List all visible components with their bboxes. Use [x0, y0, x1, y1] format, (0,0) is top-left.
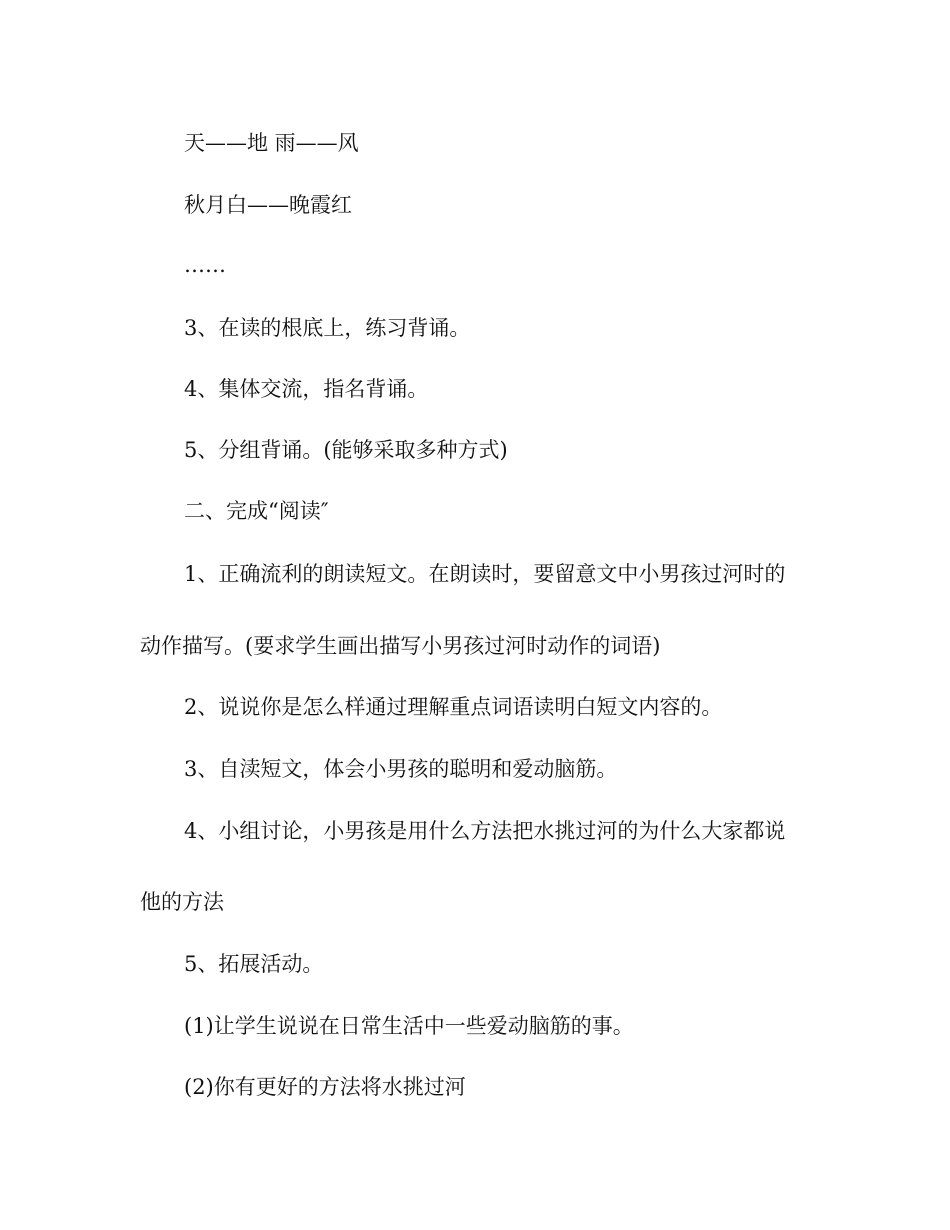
- text-line: 秋月白——晚霞红: [184, 193, 352, 217]
- text-line: 2、说说你是怎么样通过理解重点词语读明白短文内容的。: [184, 695, 723, 719]
- text-line: 动作描写。(要求学生画出描写小男孩过河时动作的词语): [140, 634, 661, 658]
- text-line: 3、自渎短文，体会小男孩的聪明和爱动脑筋。: [184, 757, 618, 781]
- section-heading: 二、完成“阅读″: [184, 499, 329, 523]
- text-line: 4、集体交流，指名背诵。: [184, 377, 429, 401]
- text-line: ……: [184, 253, 226, 277]
- text-line: 5、分组背诵。(能够采取多种方式): [184, 438, 508, 462]
- text-line: 3、在读的根底上，练习背诵。: [184, 316, 471, 340]
- text-line: 5、拓展活动。: [184, 952, 324, 976]
- text-line: 4、小组讨论，小男孩是用什么方法把水挑过河的为什么大家都说: [184, 819, 786, 843]
- text-line: 他的方法: [140, 890, 224, 914]
- text-line: 天——地 雨——风: [184, 131, 359, 155]
- text-line: (2)你有更好的方法将水挑过河: [184, 1075, 466, 1099]
- text-line: (1)让学生说说在日常生活中一些爱动脑筋的事。: [184, 1014, 634, 1038]
- text-line: 1、正确流利的朗读短文。在朗读时，要留意文中小男孩过河时的: [184, 562, 786, 586]
